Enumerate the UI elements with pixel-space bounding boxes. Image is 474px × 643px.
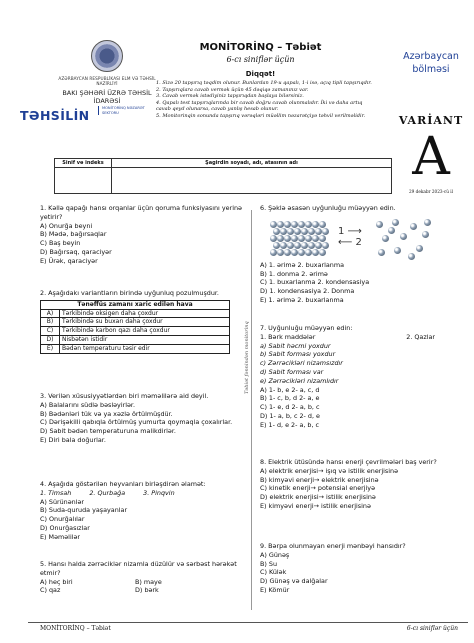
particle xyxy=(301,242,308,249)
section-line: Azərbaycan xyxy=(403,51,459,62)
answer-option[interactable]: A) Günəş xyxy=(260,550,290,559)
row-letter: A) xyxy=(41,309,60,318)
animal-item: 2. Qurbağa xyxy=(89,488,126,497)
row-text: Tərkibində karbon qazı daha çoxdur xyxy=(60,327,230,336)
question-5 xyxy=(40,560,245,595)
brand-logo: TƏHSİLİN xyxy=(20,108,90,123)
answer-option[interactable]: A) Balalarını südlə bəsləyirlər. xyxy=(40,400,136,409)
row-text: Bədən temperaturu təsir edir xyxy=(60,344,230,353)
particle xyxy=(270,221,277,228)
q7-item: d) Sabit forması var xyxy=(260,367,324,376)
particle xyxy=(315,228,322,235)
particle xyxy=(312,235,319,242)
answer-option[interactable]: E) Məməlilər xyxy=(40,532,81,541)
ministry-logo xyxy=(52,40,162,105)
question-1 xyxy=(40,204,245,266)
arrow-label: ⟵ 2 xyxy=(338,236,362,248)
q7-item: b) Sabit forması yoxdur xyxy=(260,350,336,359)
particle xyxy=(416,245,423,252)
footer-left: MONİTORİNQ – Təbiət xyxy=(40,625,111,632)
answer-option[interactable]: E) 1. ərimə 2. buxarlanma xyxy=(260,295,344,304)
particles-figure xyxy=(270,217,465,257)
particle xyxy=(291,235,298,242)
answer-option[interactable]: D) elektrik enerjisi→ istilik enerjisinə xyxy=(260,493,376,502)
q7-head: 1. Bərk maddələr xyxy=(260,332,316,341)
exam-title: MONİTORİNQ – Təbiət xyxy=(199,42,322,53)
particle xyxy=(270,235,277,242)
particle xyxy=(301,228,308,235)
brand-subtitle: MONİTORİNQ NƏZARƏT SEKTORU xyxy=(98,106,148,115)
particle xyxy=(319,249,326,256)
q2-table xyxy=(40,300,230,354)
answer-option[interactable]: E) Diri bala doğurlar. xyxy=(40,435,106,444)
footer-right: 6-cı siniflər üçün xyxy=(406,625,458,632)
title-block xyxy=(148,42,373,120)
answer-option[interactable]: C) qaz xyxy=(40,586,61,595)
rule-item: 4. Qapalı test tapşırıqlarında bir cavab doğru cavab olunmalıdır. İki və daha artıq cavab qeyd olunarsa, cavab yanlış hesab olunur. xyxy=(156,99,363,113)
answer-option[interactable]: A) Sürünənlər xyxy=(40,497,85,506)
question-stem: 1. Kəllə qapağı hansı orqanlar üçün qoruma funksiyasını yerinə yetirir? xyxy=(40,204,242,221)
answer-option[interactable]: E) Kömür xyxy=(260,585,290,594)
side-note: Təbiət fənnindən monitorinq xyxy=(244,321,250,394)
rule-item: 2. Tapşırıqlara cavab vermək üçün 45 dəqiqə zamanınız var. xyxy=(156,86,309,93)
particle xyxy=(388,227,395,234)
rules-list xyxy=(148,80,373,120)
exam-page xyxy=(14,14,468,638)
particle xyxy=(382,235,389,242)
emblem-icon xyxy=(91,40,123,72)
table-row[interactable] xyxy=(41,327,230,336)
answer-option[interactable]: D) 1. kondensasiya 2. Donma xyxy=(260,287,355,296)
particle xyxy=(424,219,431,226)
particle xyxy=(277,221,284,228)
answer-option[interactable]: B) Suda-quruda yaşayanlar xyxy=(40,506,128,515)
particle xyxy=(298,235,305,242)
q2-table-header: Tənəffüs zamanı xaric edilən hava xyxy=(41,300,230,309)
row-text: Tərkibində oksigen daha çoxdur xyxy=(60,309,230,318)
q7-item: a) Sabit həcmi yoxdur xyxy=(260,341,331,350)
particle xyxy=(312,249,319,256)
answer-option[interactable]: C) 1. buxarlanma 2. kondensasiya xyxy=(260,278,370,287)
particle xyxy=(294,228,301,235)
question-stem: 7. Uyğunluğu müəyyən edin: xyxy=(260,324,353,332)
answer-option[interactable]: E) 1- d, e 2- a, b, c xyxy=(260,420,320,429)
table-row[interactable] xyxy=(41,335,230,344)
animal-item: 1. Timsah xyxy=(40,488,72,497)
question-7 xyxy=(260,324,465,430)
answer-option[interactable]: B) kimyəvi enerji→ elektrik enerjisinə xyxy=(260,475,379,484)
answer-option[interactable]: A) elektrik enerjisi→ işıq və istilik enerjisinə xyxy=(260,466,399,475)
particle xyxy=(392,219,399,226)
rule-item: 1. Sizə 20 tapşırıq təqdim olunur. Bunlardan 19-u qapalı, 1-i isə, açıq tipli tapşırıqdır. xyxy=(156,80,372,86)
option-row xyxy=(40,578,245,587)
answer-option[interactable]: D) Bağırsaq, qaraciyər xyxy=(40,247,112,256)
row-letter: D) xyxy=(41,335,60,344)
answer-option[interactable]: B) 1. donma 2. ərimə xyxy=(260,269,328,278)
exam-grade: 6-cı siniflər üçün xyxy=(226,55,295,64)
particle xyxy=(298,249,305,256)
particle xyxy=(408,253,415,260)
transition-arrows xyxy=(338,226,362,248)
particle xyxy=(322,228,329,235)
class-index-header: Sinif və indeks xyxy=(55,159,112,168)
answer-option[interactable]: A) 1- b, e 2- a, c, d xyxy=(260,385,320,394)
answer-option[interactable]: B) 1- c, b, d 2- a, e xyxy=(260,394,320,403)
answer-option[interactable]: D) Onurğasızlar xyxy=(40,523,90,532)
table-row[interactable] xyxy=(41,318,230,327)
particle xyxy=(287,228,294,235)
q7-heads xyxy=(260,333,465,342)
row-letter: E) xyxy=(41,344,60,353)
question-8 xyxy=(260,458,465,511)
particle xyxy=(305,221,312,228)
particle xyxy=(400,233,407,240)
rule-item: 5. Monitorinqin sonunda tapşırıq vərəqləri müəllim nəzarətçiyə təhvil verilməlidir. xyxy=(156,112,366,119)
row-text: Tərkibində su buxarı daha çoxdur xyxy=(60,318,230,327)
exam-header xyxy=(20,14,468,204)
question-2 xyxy=(40,289,245,356)
answer-option[interactable]: A) heç biri xyxy=(40,577,73,586)
answer-option[interactable]: A) 1. ərimə 2. buxarlanma xyxy=(260,260,344,269)
particle xyxy=(305,235,312,242)
q7-head: 2. Qazlar xyxy=(406,332,435,341)
rule-item: 3. Cavab vermək istədiyiniz tapşırıqdan başlaya bilərsiniz. xyxy=(156,93,304,100)
answer-option[interactable]: E) kimyəvi enerji→ istilik enerjisinə xyxy=(260,501,371,510)
row-letter: B) xyxy=(41,318,60,327)
answer-option[interactable]: A) Onurğa beyni xyxy=(40,221,93,230)
particle xyxy=(298,221,305,228)
answer-option[interactable]: D) 1- a, b, c 2- d, e xyxy=(260,411,320,420)
question-stem: 6. Şəklə əsasən uyğunluğu müəyyən edin. xyxy=(260,204,396,212)
question-stem: 9. Bərpa olunmayan enerji mənbəyi hansıdır? xyxy=(260,542,406,550)
particle xyxy=(322,242,329,249)
particle xyxy=(319,221,326,228)
answer-option[interactable]: B) Mədə, bağırsaqlar xyxy=(40,230,107,239)
section-block xyxy=(392,50,470,76)
particle xyxy=(305,249,312,256)
particle xyxy=(277,235,284,242)
arrow-label: 1 ⟶ xyxy=(338,225,362,237)
particle xyxy=(315,242,322,249)
particle xyxy=(291,221,298,228)
answer-option[interactable]: C) kinetik enerji→ potensial enerjiyə xyxy=(260,484,376,493)
particle xyxy=(308,228,315,235)
particle xyxy=(280,228,287,235)
particle xyxy=(280,242,287,249)
particle xyxy=(277,249,284,256)
answer-option[interactable]: C) Onurğalılar xyxy=(40,515,85,524)
question-stem: 4. Aşağıda göstərilən heyvanları birləşdirən əlamət: xyxy=(40,480,206,488)
answer-option[interactable]: D) bərk xyxy=(135,586,159,595)
sparse-particles xyxy=(372,217,430,257)
page-footer xyxy=(28,622,468,632)
question-4 xyxy=(40,480,245,542)
answer-option[interactable]: C) 1- e, d 2- a, b, c xyxy=(260,403,320,412)
particle xyxy=(287,242,294,249)
question-stem: 3. Verilən xüsusiyyətlərdən biri məməlilərə aid deyil. xyxy=(40,392,209,400)
particle xyxy=(284,235,291,242)
section-name xyxy=(392,50,470,76)
student-name-field[interactable] xyxy=(112,168,392,194)
answer-option[interactable]: C) Dərişəkilli qabıqla örtülmüş yumurta qoymaqla çoxalırlar. xyxy=(40,418,233,427)
particle xyxy=(312,221,319,228)
student-name-header: Şagirdin soyadı, adı, atasının adı xyxy=(112,159,392,168)
particle xyxy=(410,223,417,230)
particle xyxy=(273,242,280,249)
answer-option[interactable]: B) Bədənləri tük və ya xəzlə örtülmüşdür. xyxy=(40,409,173,418)
q7-item: c) Zərrəcikləri nizamsızdır xyxy=(260,359,343,368)
class-index-field[interactable] xyxy=(55,168,112,194)
q7-item: e) Zərrəcikləri nizamlıdır xyxy=(260,376,339,385)
option-row xyxy=(40,586,245,595)
q7-items xyxy=(260,342,465,386)
attention-heading: Diqqət! xyxy=(245,70,276,78)
answer-option[interactable]: B) maye xyxy=(135,577,162,586)
particle xyxy=(284,221,291,228)
question-3 xyxy=(40,392,245,445)
particle xyxy=(308,242,315,249)
question-stem: 2. Aşağıdakı variantların birində uyğunluq pozulmuşdur. xyxy=(40,289,219,297)
particle xyxy=(273,228,280,235)
particle xyxy=(376,221,383,228)
answer-option[interactable]: C) Külək xyxy=(260,568,287,577)
answer-option[interactable]: E) Ürək, qaraciyər xyxy=(40,256,98,265)
answer-option[interactable]: C) Baş beyin xyxy=(40,239,81,248)
section-line: bölməsi xyxy=(412,64,450,75)
office-name: BAKI ŞƏHƏRİ ÜZRƏ TƏHSİL İDARƏSİ xyxy=(62,89,152,105)
row-letter: C) xyxy=(41,327,60,336)
variant-label: VARİANT xyxy=(398,114,464,127)
particle xyxy=(422,231,429,238)
particle xyxy=(294,242,301,249)
answer-option[interactable]: D) Günəş və dalğalar xyxy=(260,577,328,586)
question-6 xyxy=(260,204,465,305)
particle xyxy=(291,249,298,256)
student-info-table xyxy=(54,158,392,194)
table-row[interactable] xyxy=(41,344,230,353)
column-divider xyxy=(251,210,252,610)
animal-item: 3. Pinqvin xyxy=(143,488,175,497)
particle xyxy=(394,247,401,254)
answer-option[interactable]: D) Sabit bədən temperaturuna malikdirlər. xyxy=(40,427,176,436)
table-row[interactable] xyxy=(41,309,230,318)
question-9 xyxy=(260,542,465,595)
variant-letter: A xyxy=(412,127,450,187)
dense-particles xyxy=(270,217,328,257)
exam-date: 29 dekabr 2023-cü il xyxy=(409,189,453,194)
particle xyxy=(319,235,326,242)
row-text: Nisbətən istidir xyxy=(60,335,230,344)
answer-option[interactable]: B) Su xyxy=(260,559,278,568)
ministry-name: AZƏRBAYCAN RESPUBLİKASI ELM VƏ TƏHSİL NAZİRLİYİ xyxy=(58,76,156,86)
question-stem: 8. Elektrik ütüsündə hansı enerji çevrilmələri baş verir? xyxy=(260,458,437,466)
particle xyxy=(270,249,277,256)
particle xyxy=(284,249,291,256)
question-stem: 5. Hansı halda zərrəciklər nizamla düzülür və sərbəst hərəkət etmir? xyxy=(40,560,237,577)
animal-list xyxy=(40,489,245,498)
particle xyxy=(378,249,385,256)
